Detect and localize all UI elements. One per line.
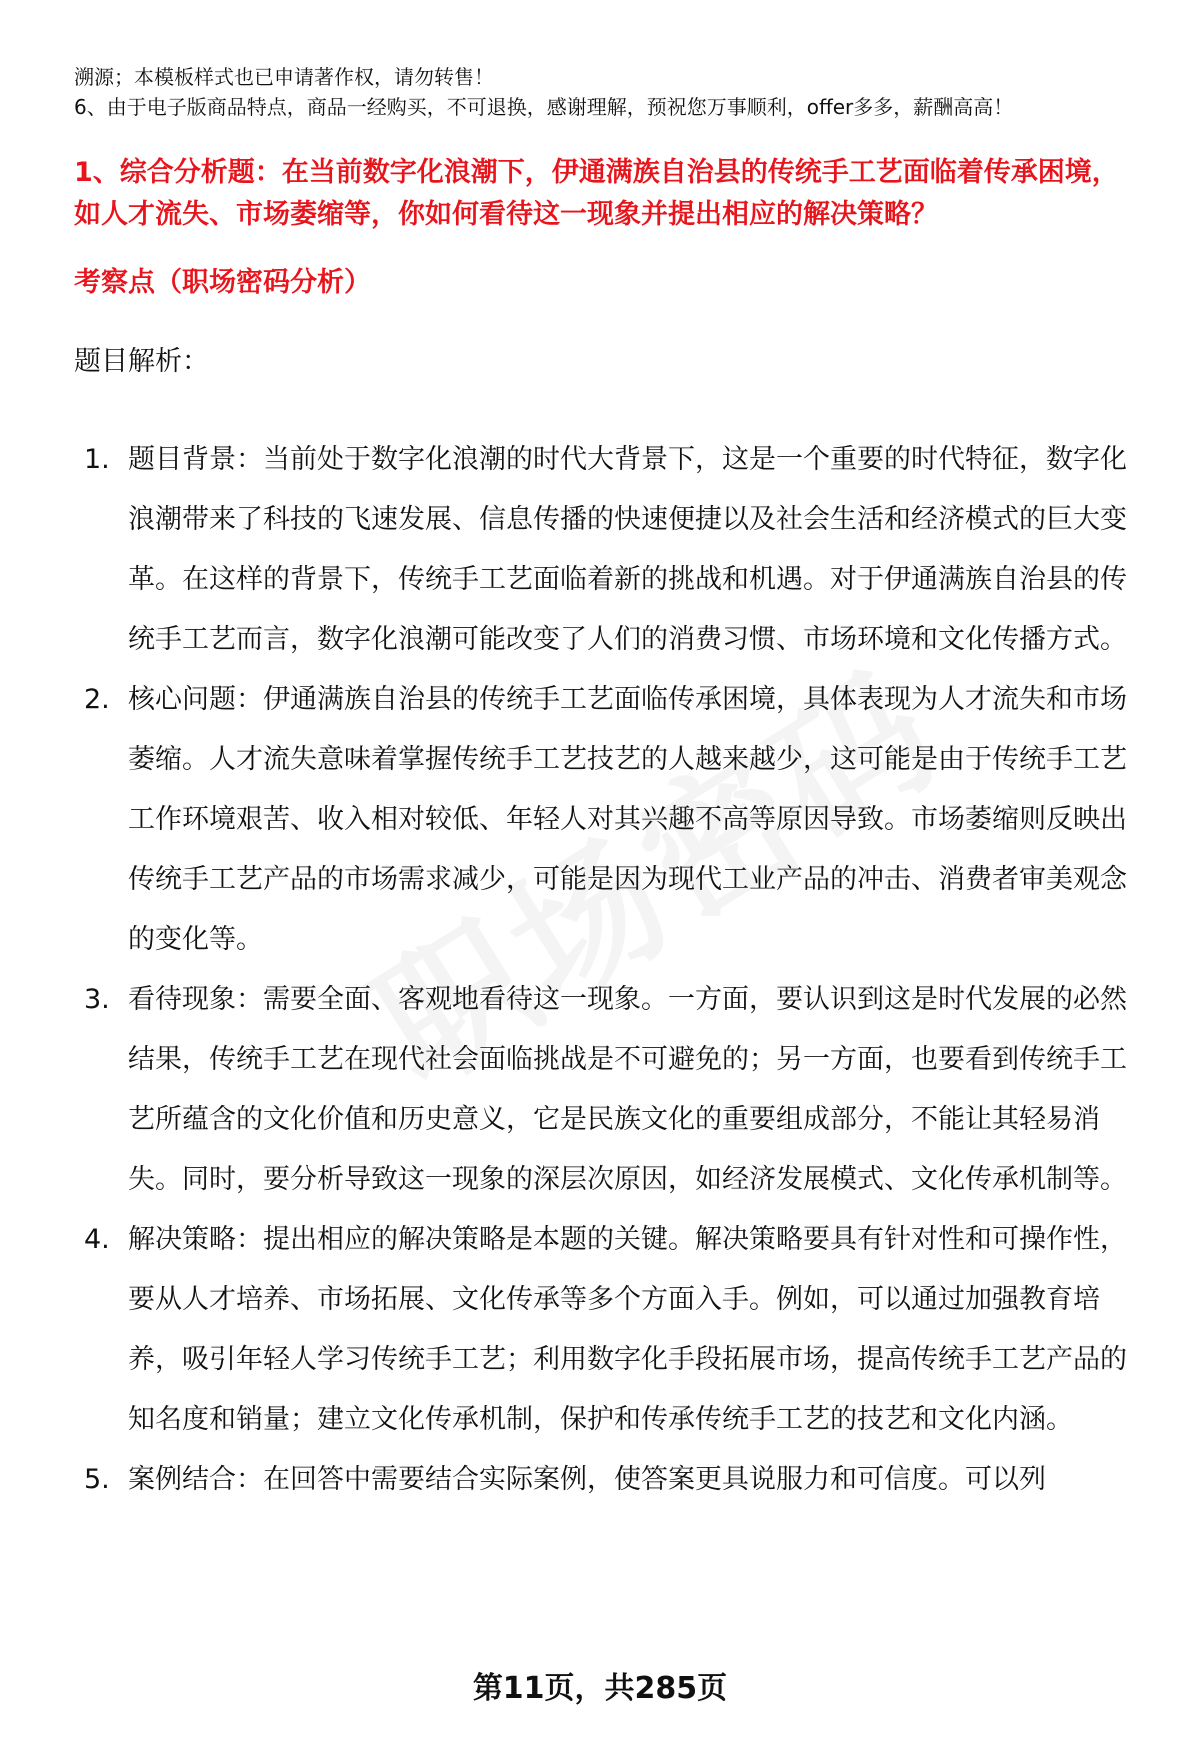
section-heading-kaochadian: 考察点（职场密码分析） (74, 267, 371, 298)
list-item (0, 1450, 1150, 1510)
list-item (0, 1210, 1150, 1450)
question-heading: 1、综合分析题：在当前数字化浪潮下，伊通满族自治县的传统手工艺面临着传承困境，如人才流失、市场萎缩等，你如何看待这一现象并提出相应的解决策略？ (74, 157, 1119, 230)
list-item-text: 案例结合：在回答中需要结合实际案例，使答案更具说服力和可信度。可以列 (128, 1464, 1046, 1495)
analysis-list (0, 430, 1200, 1510)
list-item (0, 970, 1150, 1210)
list-item-text: 看待现象：需要全面、客观地看待这一现象。一方面，要认识到这是时代发展的必然结果，传统手工艺在现代社会面临挑战是不可避免的；另一方面，也要看到传统手工艺所蕴含的文化价值和历史意义，它是民族文化的重要组成部分，不能让其轻易消失。同时，要分析导致这一现象的深层次原因，如经济发展模式、文化传承机制等。 (128, 984, 1127, 1195)
page-footer: 第11页，共285页 (472, 1671, 728, 1706)
analysis-title: 题目解析： (74, 346, 209, 377)
list-item-number: 1. (84, 444, 110, 475)
list-item-number: 4. (84, 1224, 110, 1255)
notice-line-2: 6、由于电子版商品特点，商品一经购买，不可退换，感谢理解，预祝您万事顺利，offer多多，薪酬高高！ (74, 95, 1014, 119)
list-item (0, 670, 1150, 970)
notice-line-1: 溯源；本模板样式也已申请著作权，请勿转售！ (74, 65, 494, 89)
list-item-number: 5. (84, 1464, 110, 1495)
list-item-number: 3. (84, 984, 110, 1015)
list-item-text: 核心问题：伊通满族自治县的传统手工艺面临传承困境，具体表现为人才流失和市场萎缩。人才流失意味着掌握传统手工艺技艺的人越来越少，这可能是由于传统手工艺工作环境艰苦、收入相对较低、年轻人对其兴趣不高等原因导致。市场萎缩则反映出传统手工艺产品的市场需求减少，可能是因为现代工业产品的冲击、消费者审美观念的变化等。 (128, 684, 1127, 955)
list-item-text: 题目背景：当前处于数字化浪潮的时代大背景下，这是一个重要的时代特征，数字化浪潮带来了科技的飞速发展、信息传播的快速便捷以及社会生活和经济模式的巨大变革。在这样的背景下，传统手工艺面临着新的挑战和机遇。对于伊通满族自治县的传统手工艺而言，数字化浪潮可能改变了人们的消费习惯、市场环境和文化传播方式。 (128, 444, 1127, 655)
list-item-text: 解决策略：提出相应的解决策略是本题的关键。解决策略要具有针对性和可操作性，要从人才培养、市场拓展、文化传承等多个方面入手。例如，可以通过加强教育培养，吸引年轻人学习传统手工艺；利用数字化手段拓展市场，提高传统手工艺产品的知名度和销量；建立文化传承机制，保护和传承传统手工艺的技艺和文化内涵。 (128, 1224, 1127, 1435)
list-item (0, 430, 1150, 670)
list-item-number: 2. (84, 684, 110, 715)
